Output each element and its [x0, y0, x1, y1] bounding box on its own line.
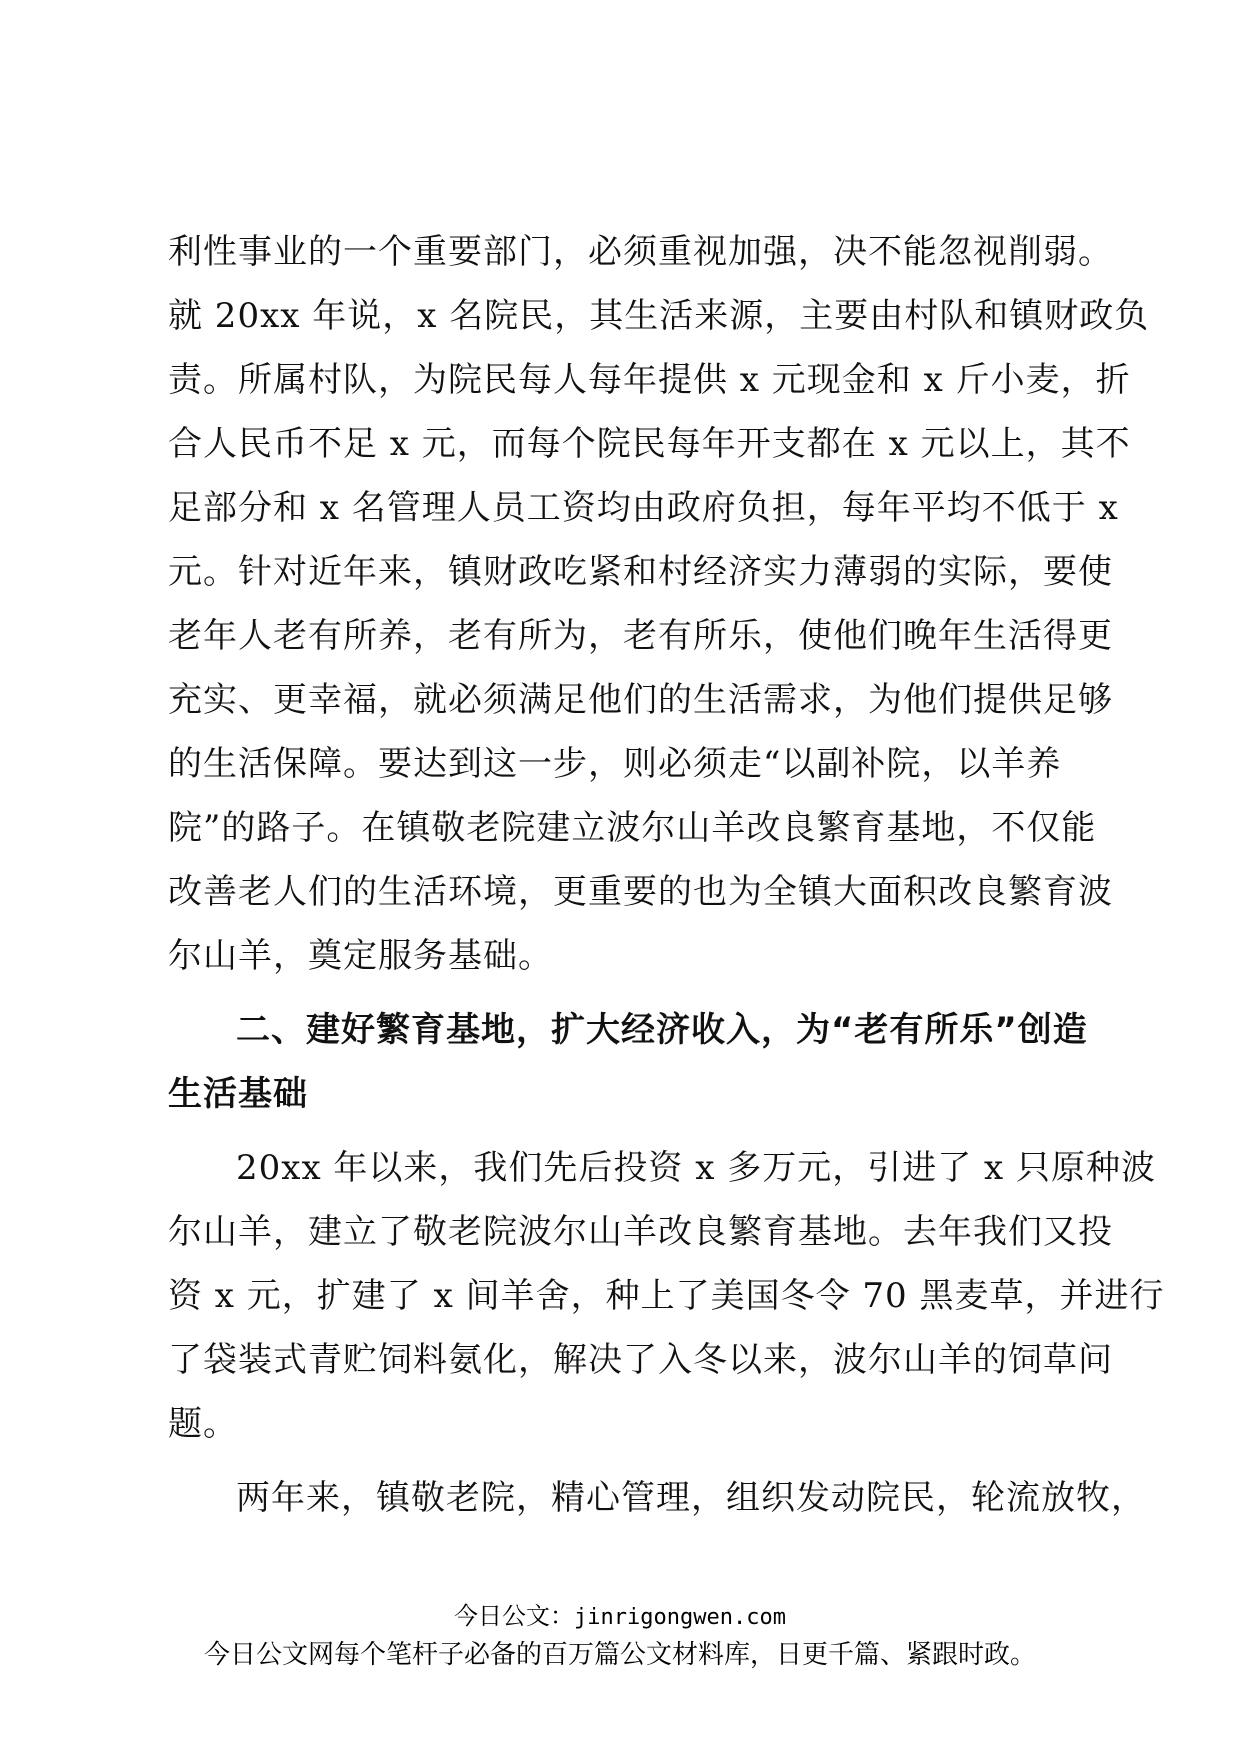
text-line: 充实、更幸福，就必须满足他们的生活需求，为他们提供足够	[168, 680, 1113, 720]
text-line: 足部分和 x 名管理人员工资均由政府负担，每年平均不低于 x	[168, 488, 1119, 528]
footer-source-url[interactable]: jinrigongwen.com	[574, 1605, 786, 1630]
heading-line: 生活基础	[168, 1074, 308, 1114]
text-line: 合人民币不足 x 元，而每个院民每年开支都在 x 元以上，其不	[168, 424, 1131, 464]
paragraph-3	[168, 1466, 1146, 1530]
paragraph-2	[168, 1136, 1165, 1456]
text-line: 元。针对近年来，镇财政吃紧和村经济实力薄弱的实际，要使	[168, 552, 1113, 592]
heading-line: 二、建好繁育基地，扩大经济收入，为“老有所乐”创造	[236, 1010, 1088, 1050]
text-line: 就 20xx 年说，x 名院民，其生活来源，主要由村队和镇财政负	[168, 296, 1150, 336]
paragraph-1	[168, 220, 1150, 988]
text-line: 利性事业的一个重要部门，必须重视加强，决不能忽视削弱。	[168, 232, 1113, 272]
text-line: 改善老人们的生活环境，更重要的也为全镇大面积改良繁育波	[168, 872, 1113, 912]
footer-source	[0, 1596, 1240, 1631]
paragraph-gap	[168, 1456, 1080, 1466]
text-line: 院”的路子。在镇敬老院建立波尔山羊改良繁育基地，不仅能	[168, 808, 1097, 848]
text-line: 20xx 年以来，我们先后投资 x 多万元，引进了 x 只原种波	[236, 1148, 1156, 1188]
text-line: 两年来，镇敬老院，精心管理，组织发动院民，轮流放牧，	[236, 1478, 1146, 1518]
text-line: 老年人老有所养，老有所为，老有所乐，使他们晚年生活得更	[168, 616, 1113, 656]
text-line: 的生活保障。要达到这一步，则必须走“以副补院，以羊养	[168, 744, 1062, 784]
paragraph-gap	[168, 1126, 1080, 1136]
text-line: 资 x 元，扩建了 x 间羊舍，种上了美国冬令 70 黑麦草，并进行	[168, 1276, 1165, 1316]
document-body	[168, 220, 1165, 1530]
footer-source-label: 今日公文：	[454, 1602, 575, 1630]
footer-slogan: 今日公文网每个笔杆子必备的百万篇公文材料库，日更千篇、紧跟时政。	[203, 1640, 1036, 1670]
text-line: 了袋装式青贮饲料氨化，解决了入冬以来，波尔山羊的饲草问	[168, 1340, 1113, 1380]
paragraph-gap	[168, 988, 1080, 998]
text-line: 责。所属村队，为院民每人每年提供 x 元现金和 x 斤小麦，折	[168, 360, 1131, 400]
section-heading	[168, 998, 1088, 1126]
text-line: 题。	[168, 1404, 238, 1444]
text-line: 尔山羊，奠定服务基础。	[168, 936, 553, 976]
text-line: 尔山羊，建立了敬老院波尔山羊改良繁育基地。去年我们又投	[168, 1212, 1113, 1252]
